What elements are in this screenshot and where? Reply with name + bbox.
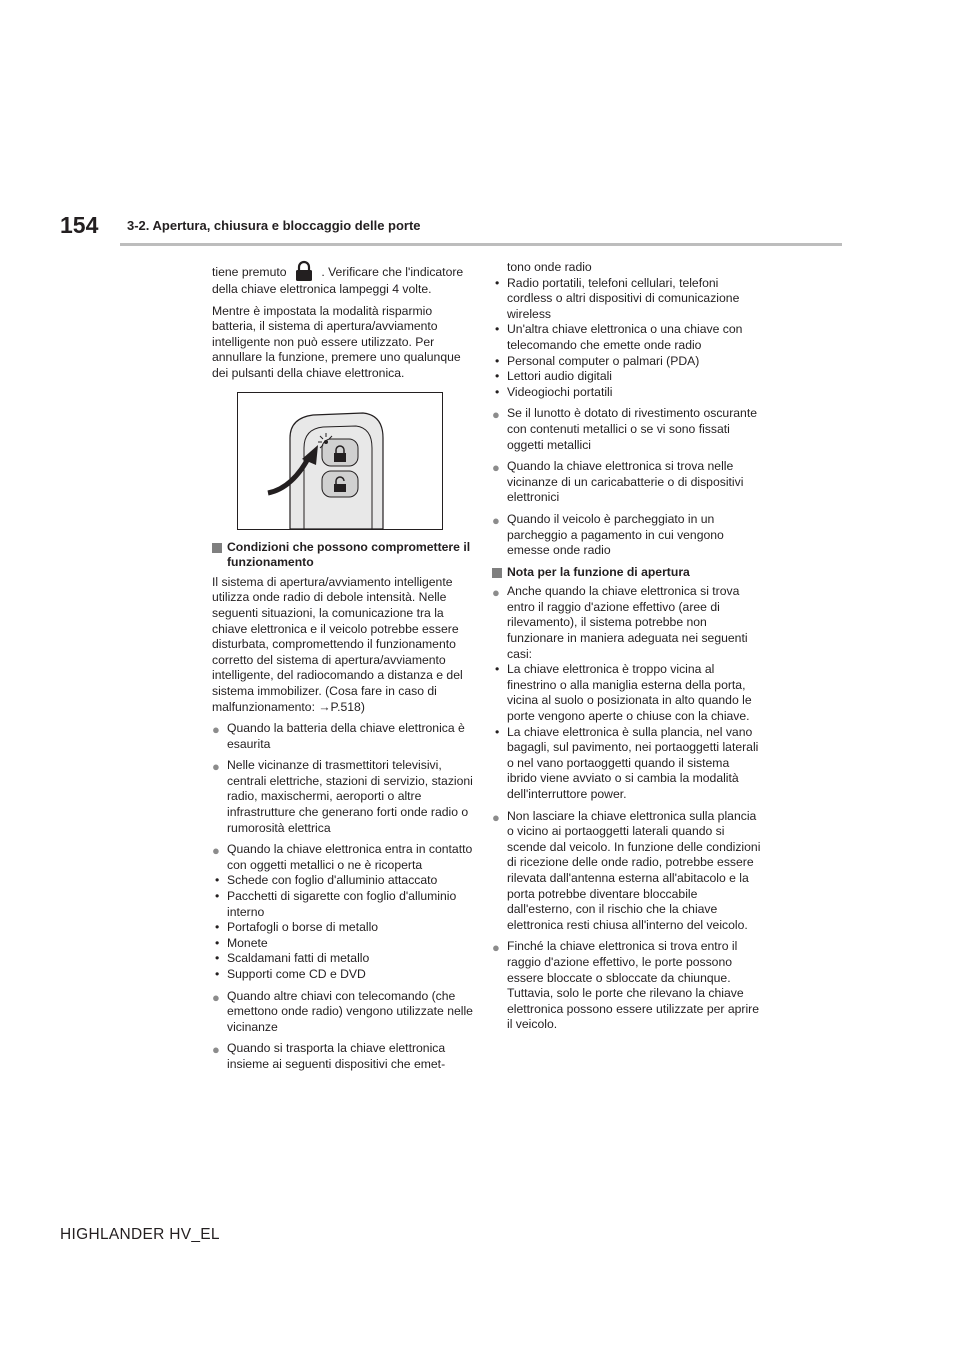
sub-item	[212, 873, 474, 889]
list-item	[212, 758, 474, 836]
device-list	[492, 276, 762, 401]
sub-bullet-icon: •	[495, 724, 500, 739]
sub-item	[492, 354, 762, 370]
sub-item-text: La chiave elettronica è troppo vicina al finestrino o alla maniglia esterna della porta, vicina al suolo o posizionata in alto quando le porte vengono aperte o chiuse con la chiave.	[507, 662, 752, 724]
sub-item	[212, 920, 474, 936]
list-item-text: Quando altre chiavi con telecomando (che emettono onde radio) vengono utilizzate nelle vicinanze	[227, 988, 473, 1034]
sub-item-text: Radio portatili, telefoni cellulari, telefoni cordless o altri dispositivi di comunicazione wireless	[507, 275, 740, 321]
sub-bullet-icon: •	[215, 873, 220, 888]
list-item-text: Quando il veicolo è parcheggiato in un parcheggio a pagamento in cui vengono emesse onde radio	[507, 511, 724, 558]
right-column	[492, 260, 762, 1039]
sub-item-text: Videogiochi portatili	[507, 384, 613, 399]
intro-text-b: . Verificare che l'indicatore della chiave elettronica lampeggi 4 volte.	[212, 265, 464, 296]
intro-paragraph	[212, 260, 474, 298]
left-column	[212, 260, 474, 1079]
heading-conditions	[212, 540, 474, 571]
sub-item-text: Un'altra chiave elettronica o una chiave con telecomando che emette onde radio	[507, 322, 743, 352]
devices-continued: tono onde radio	[507, 260, 592, 274]
sub-item	[492, 276, 762, 323]
heading-conditions-text: Condizioni che possono compromettere il funzionamento	[227, 539, 471, 570]
electronic-key-illustration	[237, 392, 443, 530]
sub-item-text: Personal computer o palmari (PDA)	[507, 353, 700, 368]
electronic-key-drawing	[238, 393, 442, 529]
sub-bullet-icon: •	[495, 353, 500, 368]
bullet-dot-icon: ●	[492, 460, 500, 476]
sub-item-text: Schede con foglio d'alluminio attaccato	[227, 873, 438, 888]
bullet-dot-icon: ●	[492, 407, 500, 423]
list-item	[492, 809, 762, 934]
bullet-dot-icon: ●	[212, 1042, 220, 1058]
sub-bullet-icon: •	[215, 889, 220, 904]
intro-text-a: tiene premuto	[212, 265, 287, 279]
section-title: 3-2. Apertura, chiusura e bloccaggio delle porte	[127, 218, 421, 233]
bullet-dot-icon: ●	[492, 512, 500, 528]
sub-item-text: Monete	[227, 935, 268, 950]
sub-item	[492, 385, 762, 401]
list-item-text: Quando la chiave elettronica si trova nelle vicinanze di un caricabatterie o di dispositivi elettronici	[507, 459, 744, 505]
list-item-text: Quando la chiave elettronica entra in contatto con oggetti metallici o ne è ricoperta	[227, 842, 473, 872]
list-item-text: Quando la batteria della chiave elettronica è esaurita	[227, 721, 465, 751]
footer-model: HIGHLANDER HV_EL	[60, 1226, 220, 1243]
sub-bullet-icon: •	[215, 967, 220, 981]
list-item-text: Se il lunotto è dotato di rivestimento oscurante con contenuti metallici o se vi sono fissati oggetti metallici	[507, 406, 757, 452]
header-rule	[120, 243, 842, 246]
bullet-dot-icon: ●	[212, 843, 220, 859]
list-item	[212, 842, 474, 982]
sub-bullet-icon: •	[495, 384, 500, 399]
page-header	[120, 0, 842, 246]
sub-item	[212, 936, 474, 952]
list-item	[492, 512, 762, 559]
heading-square-icon	[212, 543, 222, 553]
list-item	[212, 989, 474, 1036]
sub-item-text: Portafogli o borse di metallo	[227, 920, 379, 935]
sub-item-text: Scaldamani fatti di metallo	[227, 951, 370, 966]
sub-item	[212, 967, 474, 983]
sub-item-text: Pacchetti di sigarette con foglio d'alluminio interno	[227, 889, 457, 919]
list-item-text: Quando si trasporta la chiave elettronica insieme ai seguenti dispositivi che emet-	[227, 1041, 446, 1071]
sub-item	[492, 662, 762, 724]
list-item	[492, 459, 762, 506]
battery-saver-paragraph: Mentre è impostata la modalità risparmio batteria, il sistema di apertura/avviamento intelligente non può essere utilizzato. Per annullare la funzione, premere uno qualunque dei pulsanti della chiave elettronica.	[212, 303, 461, 380]
sub-item-text: Supporti come CD e DVD	[227, 967, 366, 981]
heading-note	[492, 565, 762, 581]
sub-item	[492, 369, 762, 385]
sub-item	[492, 322, 762, 353]
list-item	[212, 1041, 474, 1072]
list-item-text: Finché la chiave elettronica si trova entro il raggio d'azione effettivo, le porte possono essere bloccate o sbloccate da chiunque. Tuttavia, solo le porte che rilevano la chiave elettronica possono essere utilizzate per aprire il veicolo.	[507, 939, 760, 1032]
page-number: 154	[60, 212, 99, 238]
sub-bullet-icon: •	[495, 369, 500, 384]
list-item	[212, 721, 474, 752]
list-item	[492, 939, 762, 1033]
sub-bullet-icon: •	[495, 662, 500, 677]
heading-square-icon	[492, 568, 502, 578]
list-item-text: Non lasciare la chiave elettronica sulla plancia o vicino ai portaoggetti laterali quando si scende dal veicolo. In funzione delle condizioni di ricezione delle onde radio, potrebbe essere rilevata dall'antenna esterna all'abitacolo e la porta potrebbe diventare bloccabile dall'esterno, con il rischio che la chiave elettronica resti chiusa all'interno del veicolo.	[507, 808, 761, 932]
list-item	[492, 406, 762, 453]
list-item-text: Nelle vicinanze di trasmettitori televisivi, centrali elettriche, stazioni di servizio, stazioni radio, maxischermi, aeroporti o altre infrastrutture che generano forti onde radio o rumorosità elettrica	[227, 758, 473, 835]
sub-item-text: La chiave elettronica è sulla plancia, nel vano bagagli, sul pavimento, nei portaoggetti laterali o nel vano portaoggetti quando il sistema ibrido viene avviato o si cambia la modalità dell'interruttore power.	[507, 724, 759, 801]
bullet-dot-icon: ●	[212, 759, 220, 775]
lock-button-icon	[294, 260, 314, 282]
sub-item	[492, 725, 762, 803]
bullet-dot-icon: ●	[492, 809, 500, 825]
sub-item-text: Lettori audio digitali	[507, 369, 613, 384]
bullet-dot-icon: ●	[492, 940, 500, 956]
list-item	[492, 584, 762, 802]
sub-item	[212, 951, 474, 967]
bullet-dot-icon: ●	[212, 989, 220, 1005]
sub-bullet-icon: •	[215, 951, 220, 966]
sub-bullet-icon: •	[495, 322, 500, 337]
sub-bullet-icon: •	[495, 275, 500, 290]
bullet-dot-icon: ●	[212, 722, 220, 738]
sub-item	[212, 889, 474, 920]
sub-bullet-icon: •	[215, 920, 220, 935]
sub-bullet-icon: •	[215, 935, 220, 950]
bullet-dot-icon: ●	[492, 585, 500, 601]
heading-note-text: Nota per la funzione di apertura	[507, 564, 690, 579]
list-item-text: Anche quando la chiave elettronica si trova entro il raggio d'azione effettivo (aree di rilevamento), il sistema potrebbe non funzionare in maniera adeguata nei seguenti casi:	[507, 584, 748, 661]
conditions-intro-paragraph: Il sistema di apertura/avviamento intelligente utilizza onde radio di debole intensità. Nelle seguenti situazioni, la comunicazione tra la chiave elettronica e il veicolo potrebbe essere disturbata, compromettendo il funzionamento corretto del sistema di apertura/avviamento intelligente, del radiocomando a distanza e del sistema immobilizer. (Cosa fare in caso di malfunzionamento: →P.518)	[212, 574, 463, 714]
